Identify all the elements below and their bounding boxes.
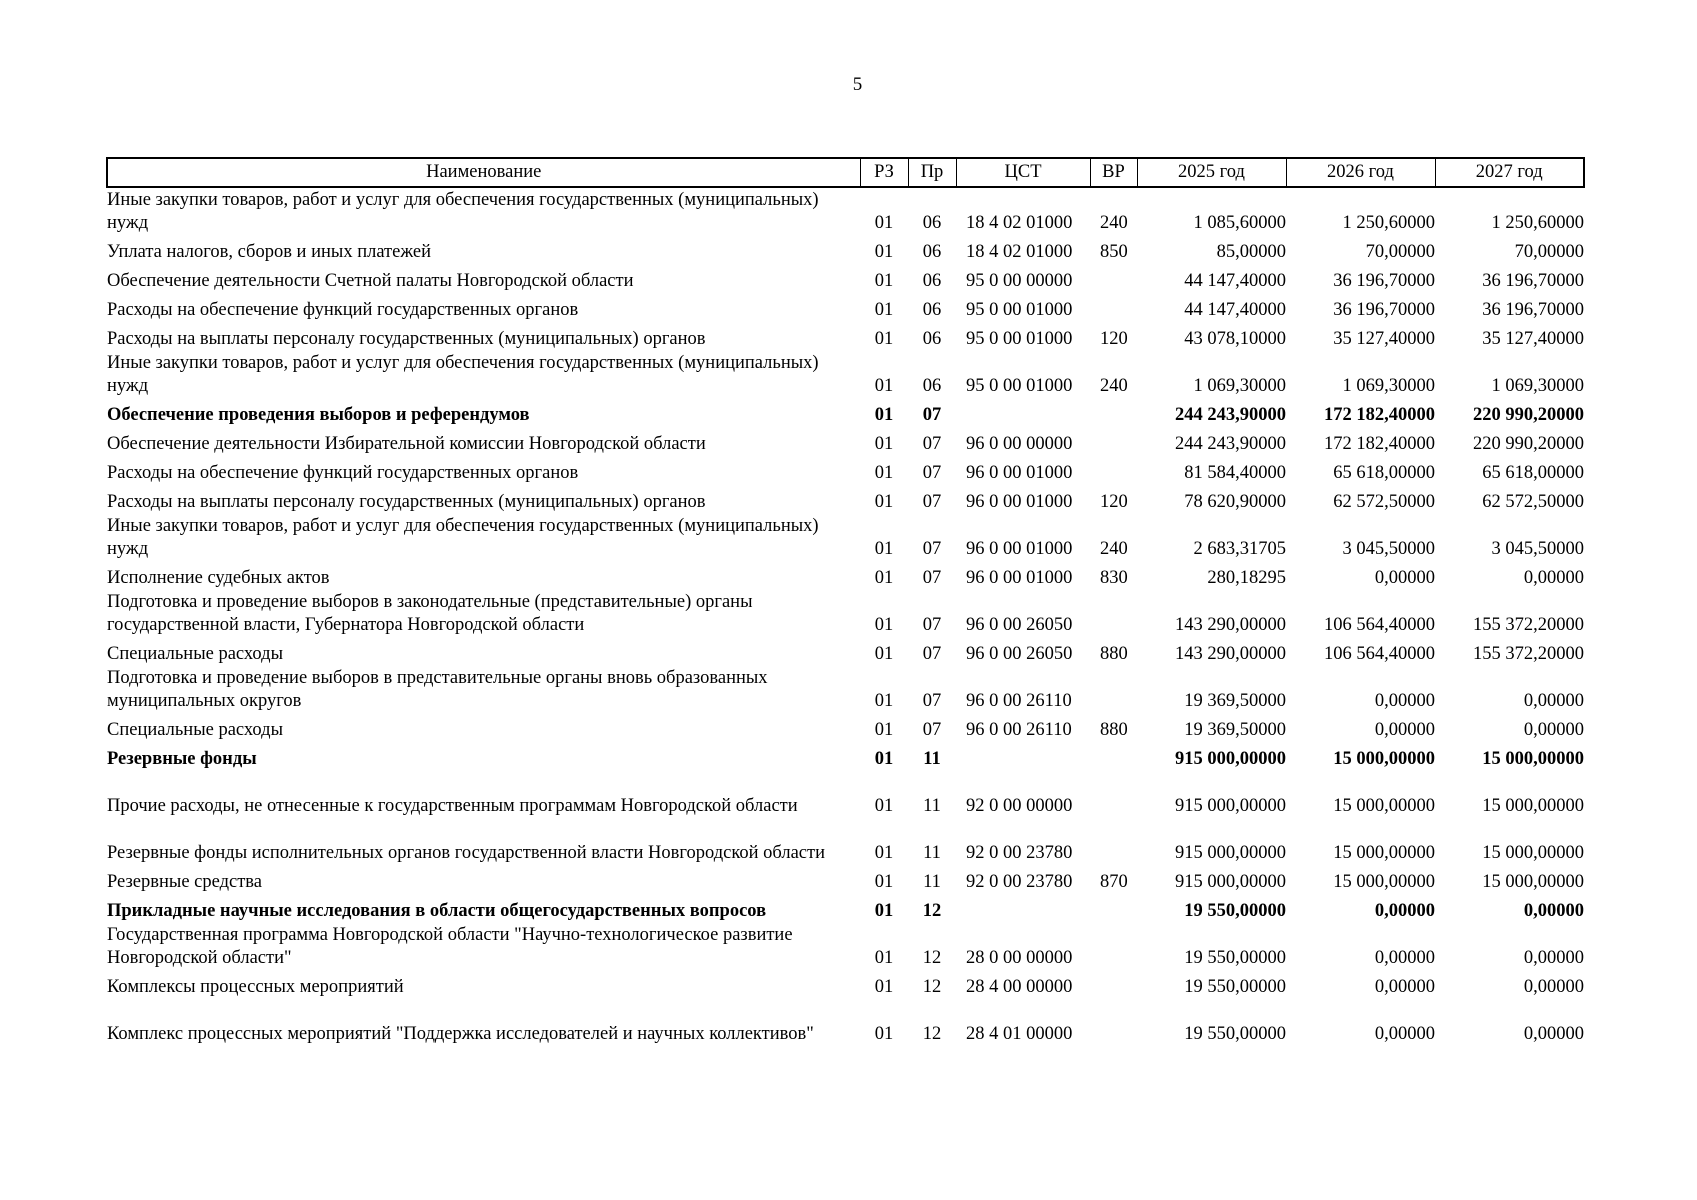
row-rz: 01 <box>874 720 894 740</box>
row-name: Иные закупки товаров, работ и услуг для обеспечения государственных (муниципальных) нужд <box>107 353 819 396</box>
header-rz: РЗ <box>860 158 908 187</box>
row-cst: 96 0 00 26110 <box>966 691 1072 711</box>
row-pr: 07 <box>922 539 942 559</box>
row-amount-2026: 106 564,40000 <box>1324 644 1435 664</box>
row-amount-2027: 220 990,20000 <box>1473 405 1584 425</box>
row-amount-2026: 1 069,30000 <box>1342 376 1435 396</box>
row-pr: 07 <box>922 492 942 512</box>
row-name: Резервные фонды исполнительных органов государственной власти Новгородской области <box>107 843 825 863</box>
row-cst: 28 0 00 00000 <box>966 948 1073 968</box>
row-rz: 01 <box>874 1024 894 1044</box>
row-amount-2026: 3 045,50000 <box>1342 539 1435 559</box>
row-vr <box>1090 923 1137 970</box>
row-amount-2025: 43 078,10000 <box>1184 329 1286 349</box>
row-amount-2025: 1 085,60000 <box>1193 213 1286 233</box>
row-cst: 96 0 00 26110 <box>966 720 1072 740</box>
row-amount-2025: 244 243,90000 <box>1175 434 1286 454</box>
row-amount-2025: 143 290,00000 <box>1175 615 1286 635</box>
row-pr: 11 <box>923 872 941 892</box>
row-amount-2026: 70,00000 <box>1365 242 1435 262</box>
row-amount-2027: 0,00000 <box>1523 691 1584 711</box>
row-amount-2027: 15 000,00000 <box>1482 843 1584 863</box>
row-amount-2027: 70,00000 <box>1514 242 1584 262</box>
row-vr: 120 <box>1100 492 1128 512</box>
row-vr: 880 <box>1100 644 1128 664</box>
table-row <box>107 485 1584 514</box>
row-vr <box>1090 398 1137 427</box>
row-cst: 95 0 00 00000 <box>966 271 1073 291</box>
row-name: Комплекс процессных мероприятий "Поддержка исследователей и научных коллективов" <box>107 1024 814 1044</box>
row-amount-2027: 15 000,00000 <box>1482 872 1584 892</box>
row-rz: 01 <box>874 213 894 233</box>
row-cst: 96 0 00 26050 <box>966 615 1073 635</box>
row-rz: 01 <box>874 691 894 711</box>
header-cst: ЦСТ <box>956 158 1090 187</box>
row-vr <box>1090 818 1137 865</box>
row-rz: 01 <box>874 901 894 921</box>
row-amount-2025: 244 243,90000 <box>1175 405 1286 425</box>
row-vr: 870 <box>1100 872 1128 892</box>
row-rz: 01 <box>874 948 894 968</box>
row-amount-2027: 0,00000 <box>1523 948 1584 968</box>
row-name: Резервные средства <box>107 872 262 892</box>
row-rz: 01 <box>874 644 894 664</box>
row-vr <box>1090 264 1137 293</box>
row-pr: 12 <box>922 901 942 921</box>
table-row <box>107 666 1584 713</box>
row-cst: 95 0 00 01000 <box>966 300 1073 320</box>
table-header-row <box>107 158 1584 187</box>
row-amount-2027: 220 990,20000 <box>1473 434 1584 454</box>
row-cst: 18 4 02 01000 <box>966 242 1073 262</box>
row-amount-2026: 15 000,00000 <box>1333 872 1435 892</box>
row-rz: 01 <box>874 615 894 635</box>
row-rz: 01 <box>874 796 894 816</box>
row-amount-2025: 915 000,00000 <box>1175 843 1286 863</box>
row-vr <box>1090 771 1137 818</box>
row-vr <box>1090 894 1137 923</box>
row-rz: 01 <box>874 463 894 483</box>
row-amount-2027: 155 372,20000 <box>1473 615 1584 635</box>
row-amount-2026: 0,00000 <box>1374 948 1435 968</box>
row-name: Подготовка и проведение выборов в законодательные (представительные) органы государственной власти, Губернатора Новгородской области <box>107 592 753 635</box>
header-2027: 2027 год <box>1435 158 1584 187</box>
row-amount-2027: 0,00000 <box>1523 720 1584 740</box>
table-row <box>107 351 1584 398</box>
row-pr: 12 <box>922 977 942 997</box>
row-amount-2026: 0,00000 <box>1374 1024 1435 1044</box>
table-row <box>107 293 1584 322</box>
row-vr: 830 <box>1100 568 1128 588</box>
row-amount-2026: 36 196,70000 <box>1333 300 1435 320</box>
row-cst: 96 0 00 01000 <box>966 492 1073 512</box>
row-amount-2025: 2 683,31705 <box>1193 539 1286 559</box>
row-amount-2025: 1 069,30000 <box>1193 376 1286 396</box>
row-name: Обеспечение проведения выборов и референдумов <box>107 405 530 425</box>
row-cst <box>956 742 1090 771</box>
row-name: Иные закупки товаров, работ и услуг для обеспечения государственных (муниципальных) нужд <box>107 516 819 559</box>
row-amount-2025: 280,18295 <box>1207 568 1286 588</box>
row-cst: 95 0 00 01000 <box>966 376 1073 396</box>
row-name: Прикладные научные исследования в области общегосударственных вопросов <box>107 901 767 921</box>
row-cst: 18 4 02 01000 <box>966 213 1073 233</box>
header-pr: Пр <box>908 158 956 187</box>
header-vr: ВР <box>1090 158 1137 187</box>
row-rz: 01 <box>874 539 894 559</box>
row-pr: 06 <box>922 376 942 396</box>
row-name: Расходы на выплаты персоналу государственных (муниципальных) органов <box>107 329 706 349</box>
row-cst: 92 0 00 00000 <box>966 796 1073 816</box>
row-amount-2027: 1 069,30000 <box>1491 376 1584 396</box>
row-vr <box>1090 590 1137 637</box>
row-pr: 11 <box>923 749 941 769</box>
row-cst: 96 0 00 26050 <box>966 644 1073 664</box>
page-number: 5 <box>852 74 863 95</box>
row-name: Расходы на выплаты персоналу государственных (муниципальных) органов <box>107 492 706 512</box>
row-amount-2025: 78 620,90000 <box>1184 492 1286 512</box>
header-2026: 2026 год <box>1286 158 1435 187</box>
row-amount-2026: 15 000,00000 <box>1333 843 1435 863</box>
row-pr: 11 <box>923 843 941 863</box>
row-name: Исполнение судебных актов <box>107 568 330 588</box>
row-amount-2026: 106 564,40000 <box>1324 615 1435 635</box>
row-amount-2026: 172 182,40000 <box>1324 434 1435 454</box>
row-pr: 06 <box>922 300 942 320</box>
row-cst: 28 4 00 00000 <box>966 977 1073 997</box>
row-rz: 01 <box>874 271 894 291</box>
row-name: Государственная программа Новгородской области "Научно-технологическое развитие Новгородской области" <box>107 925 793 968</box>
row-name: Специальные расходы <box>107 720 283 740</box>
row-pr: 07 <box>922 691 942 711</box>
row-amount-2027: 0,00000 <box>1523 901 1584 921</box>
table-row <box>107 561 1584 590</box>
row-cst <box>956 894 1090 923</box>
row-cst: 96 0 00 01000 <box>966 539 1073 559</box>
row-name: Прочие расходы, не отнесенные к государственным программам Новгородской области <box>107 796 798 816</box>
row-rz: 01 <box>874 977 894 997</box>
row-rz: 01 <box>874 843 894 863</box>
row-amount-2025: 19 550,00000 <box>1184 901 1286 921</box>
row-rz: 01 <box>874 242 894 262</box>
row-rz: 01 <box>874 872 894 892</box>
row-rz: 01 <box>874 434 894 454</box>
row-pr: 07 <box>922 615 942 635</box>
row-rz: 01 <box>874 568 894 588</box>
table-row <box>107 322 1584 351</box>
row-amount-2027: 36 196,70000 <box>1482 300 1584 320</box>
row-amount-2026: 0,00000 <box>1374 977 1435 997</box>
row-amount-2026: 0,00000 <box>1374 691 1435 711</box>
row-name: Обеспечение деятельности Счетной палаты Новгородской области <box>107 271 634 291</box>
row-pr: 11 <box>923 796 941 816</box>
row-amount-2026: 0,00000 <box>1374 720 1435 740</box>
row-vr: 850 <box>1100 242 1128 262</box>
table-row <box>107 398 1584 427</box>
row-amount-2027: 15 000,00000 <box>1482 749 1584 769</box>
row-cst: 92 0 00 23780 <box>966 872 1073 892</box>
table-row <box>107 637 1584 666</box>
row-amount-2027: 0,00000 <box>1523 1024 1584 1044</box>
row-pr: 07 <box>922 568 942 588</box>
row-pr: 06 <box>922 242 942 262</box>
row-cst: 28 4 01 00000 <box>966 1024 1073 1044</box>
row-amount-2027: 3 045,50000 <box>1491 539 1584 559</box>
row-cst: 96 0 00 00000 <box>966 434 1073 454</box>
row-amount-2027: 0,00000 <box>1523 568 1584 588</box>
table-row <box>107 865 1584 894</box>
row-amount-2025: 19 550,00000 <box>1184 948 1286 968</box>
row-vr <box>1090 427 1137 456</box>
row-amount-2025: 19 550,00000 <box>1184 1024 1286 1044</box>
row-cst: 96 0 00 01000 <box>966 568 1073 588</box>
row-amount-2026: 36 196,70000 <box>1333 271 1435 291</box>
table-row <box>107 456 1584 485</box>
row-pr: 07 <box>922 644 942 664</box>
row-vr: 120 <box>1100 329 1128 349</box>
row-pr: 12 <box>922 948 942 968</box>
row-name: Уплата налогов, сборов и иных платежей <box>107 242 432 262</box>
row-pr: 06 <box>922 271 942 291</box>
row-rz: 01 <box>874 405 894 425</box>
table-row <box>107 894 1584 923</box>
table-row <box>107 742 1584 771</box>
row-pr: 07 <box>922 720 942 740</box>
table-row <box>107 187 1584 235</box>
row-vr: 240 <box>1100 539 1128 559</box>
row-vr <box>1090 742 1137 771</box>
row-amount-2025: 44 147,40000 <box>1184 300 1286 320</box>
row-name: Иные закупки товаров, работ и услуг для обеспечения государственных (муниципальных) нужд <box>107 190 819 233</box>
row-name: Специальные расходы <box>107 644 283 664</box>
row-amount-2025: 915 000,00000 <box>1175 749 1286 769</box>
row-amount-2025: 19 369,50000 <box>1184 720 1286 740</box>
row-amount-2025: 19 550,00000 <box>1184 977 1286 997</box>
row-pr: 06 <box>922 213 942 233</box>
row-amount-2027: 1 250,60000 <box>1491 213 1584 233</box>
row-amount-2025: 44 147,40000 <box>1184 271 1286 291</box>
row-pr: 07 <box>922 463 942 483</box>
row-pr: 06 <box>922 329 942 349</box>
row-vr: 240 <box>1100 213 1128 233</box>
table-row <box>107 427 1584 456</box>
row-cst: 96 0 00 01000 <box>966 463 1073 483</box>
row-vr <box>1090 666 1137 713</box>
table-row <box>107 713 1584 742</box>
row-vr <box>1090 970 1137 999</box>
table-row <box>107 999 1584 1046</box>
row-rz: 01 <box>874 329 894 349</box>
table-row <box>107 818 1584 865</box>
row-amount-2025: 85,00000 <box>1216 242 1286 262</box>
row-name: Расходы на обеспечение функций государственных органов <box>107 463 579 483</box>
table-row <box>107 590 1584 637</box>
row-cst: 92 0 00 23780 <box>966 843 1073 863</box>
table-row <box>107 264 1584 293</box>
row-amount-2026: 35 127,40000 <box>1333 329 1435 349</box>
header-2025: 2025 год <box>1137 158 1286 187</box>
table-row <box>107 923 1584 970</box>
table-row <box>107 514 1584 561</box>
row-amount-2026: 0,00000 <box>1374 901 1435 921</box>
row-amount-2026: 0,00000 <box>1374 568 1435 588</box>
row-name: Комплексы процессных мероприятий <box>107 977 404 997</box>
row-pr: 12 <box>922 1024 942 1044</box>
table-row <box>107 970 1584 999</box>
row-amount-2027: 65 618,00000 <box>1482 463 1584 483</box>
row-amount-2025: 19 369,50000 <box>1184 691 1286 711</box>
row-name: Обеспечение деятельности Избирательной комиссии Новгородской области <box>107 434 706 454</box>
row-amount-2026: 1 250,60000 <box>1342 213 1435 233</box>
row-amount-2025: 915 000,00000 <box>1175 796 1286 816</box>
row-rz: 01 <box>874 300 894 320</box>
row-vr: 240 <box>1100 376 1128 396</box>
row-pr: 07 <box>922 434 942 454</box>
row-name: Подготовка и проведение выборов в представительные органы вновь образованных муниципальных округов <box>107 668 768 711</box>
row-vr: 880 <box>1100 720 1128 740</box>
row-amount-2025: 143 290,00000 <box>1175 644 1286 664</box>
table-row <box>107 235 1584 264</box>
row-rz: 01 <box>874 492 894 512</box>
row-amount-2025: 81 584,40000 <box>1184 463 1286 483</box>
row-cst: 95 0 00 01000 <box>966 329 1073 349</box>
row-rz: 01 <box>874 749 894 769</box>
row-vr <box>1090 999 1137 1046</box>
row-name: Резервные фонды <box>107 749 257 769</box>
row-amount-2026: 62 572,50000 <box>1333 492 1435 512</box>
row-amount-2027: 62 572,50000 <box>1482 492 1584 512</box>
row-amount-2027: 15 000,00000 <box>1482 796 1584 816</box>
row-vr <box>1090 456 1137 485</box>
row-amount-2025: 915 000,00000 <box>1175 872 1286 892</box>
table-row <box>107 771 1584 818</box>
row-amount-2026: 15 000,00000 <box>1333 796 1435 816</box>
row-amount-2027: 0,00000 <box>1523 977 1584 997</box>
budget-table <box>106 157 1585 1046</box>
row-amount-2027: 35 127,40000 <box>1482 329 1584 349</box>
row-rz: 01 <box>874 376 894 396</box>
row-cst <box>956 398 1090 427</box>
header-name: Наименование <box>107 158 860 187</box>
row-pr: 07 <box>922 405 942 425</box>
row-amount-2027: 155 372,20000 <box>1473 644 1584 664</box>
row-vr <box>1090 293 1137 322</box>
row-amount-2026: 172 182,40000 <box>1324 405 1435 425</box>
row-amount-2027: 36 196,70000 <box>1482 271 1584 291</box>
row-name: Расходы на обеспечение функций государственных органов <box>107 300 579 320</box>
row-amount-2026: 65 618,00000 <box>1333 463 1435 483</box>
row-amount-2026: 15 000,00000 <box>1333 749 1435 769</box>
